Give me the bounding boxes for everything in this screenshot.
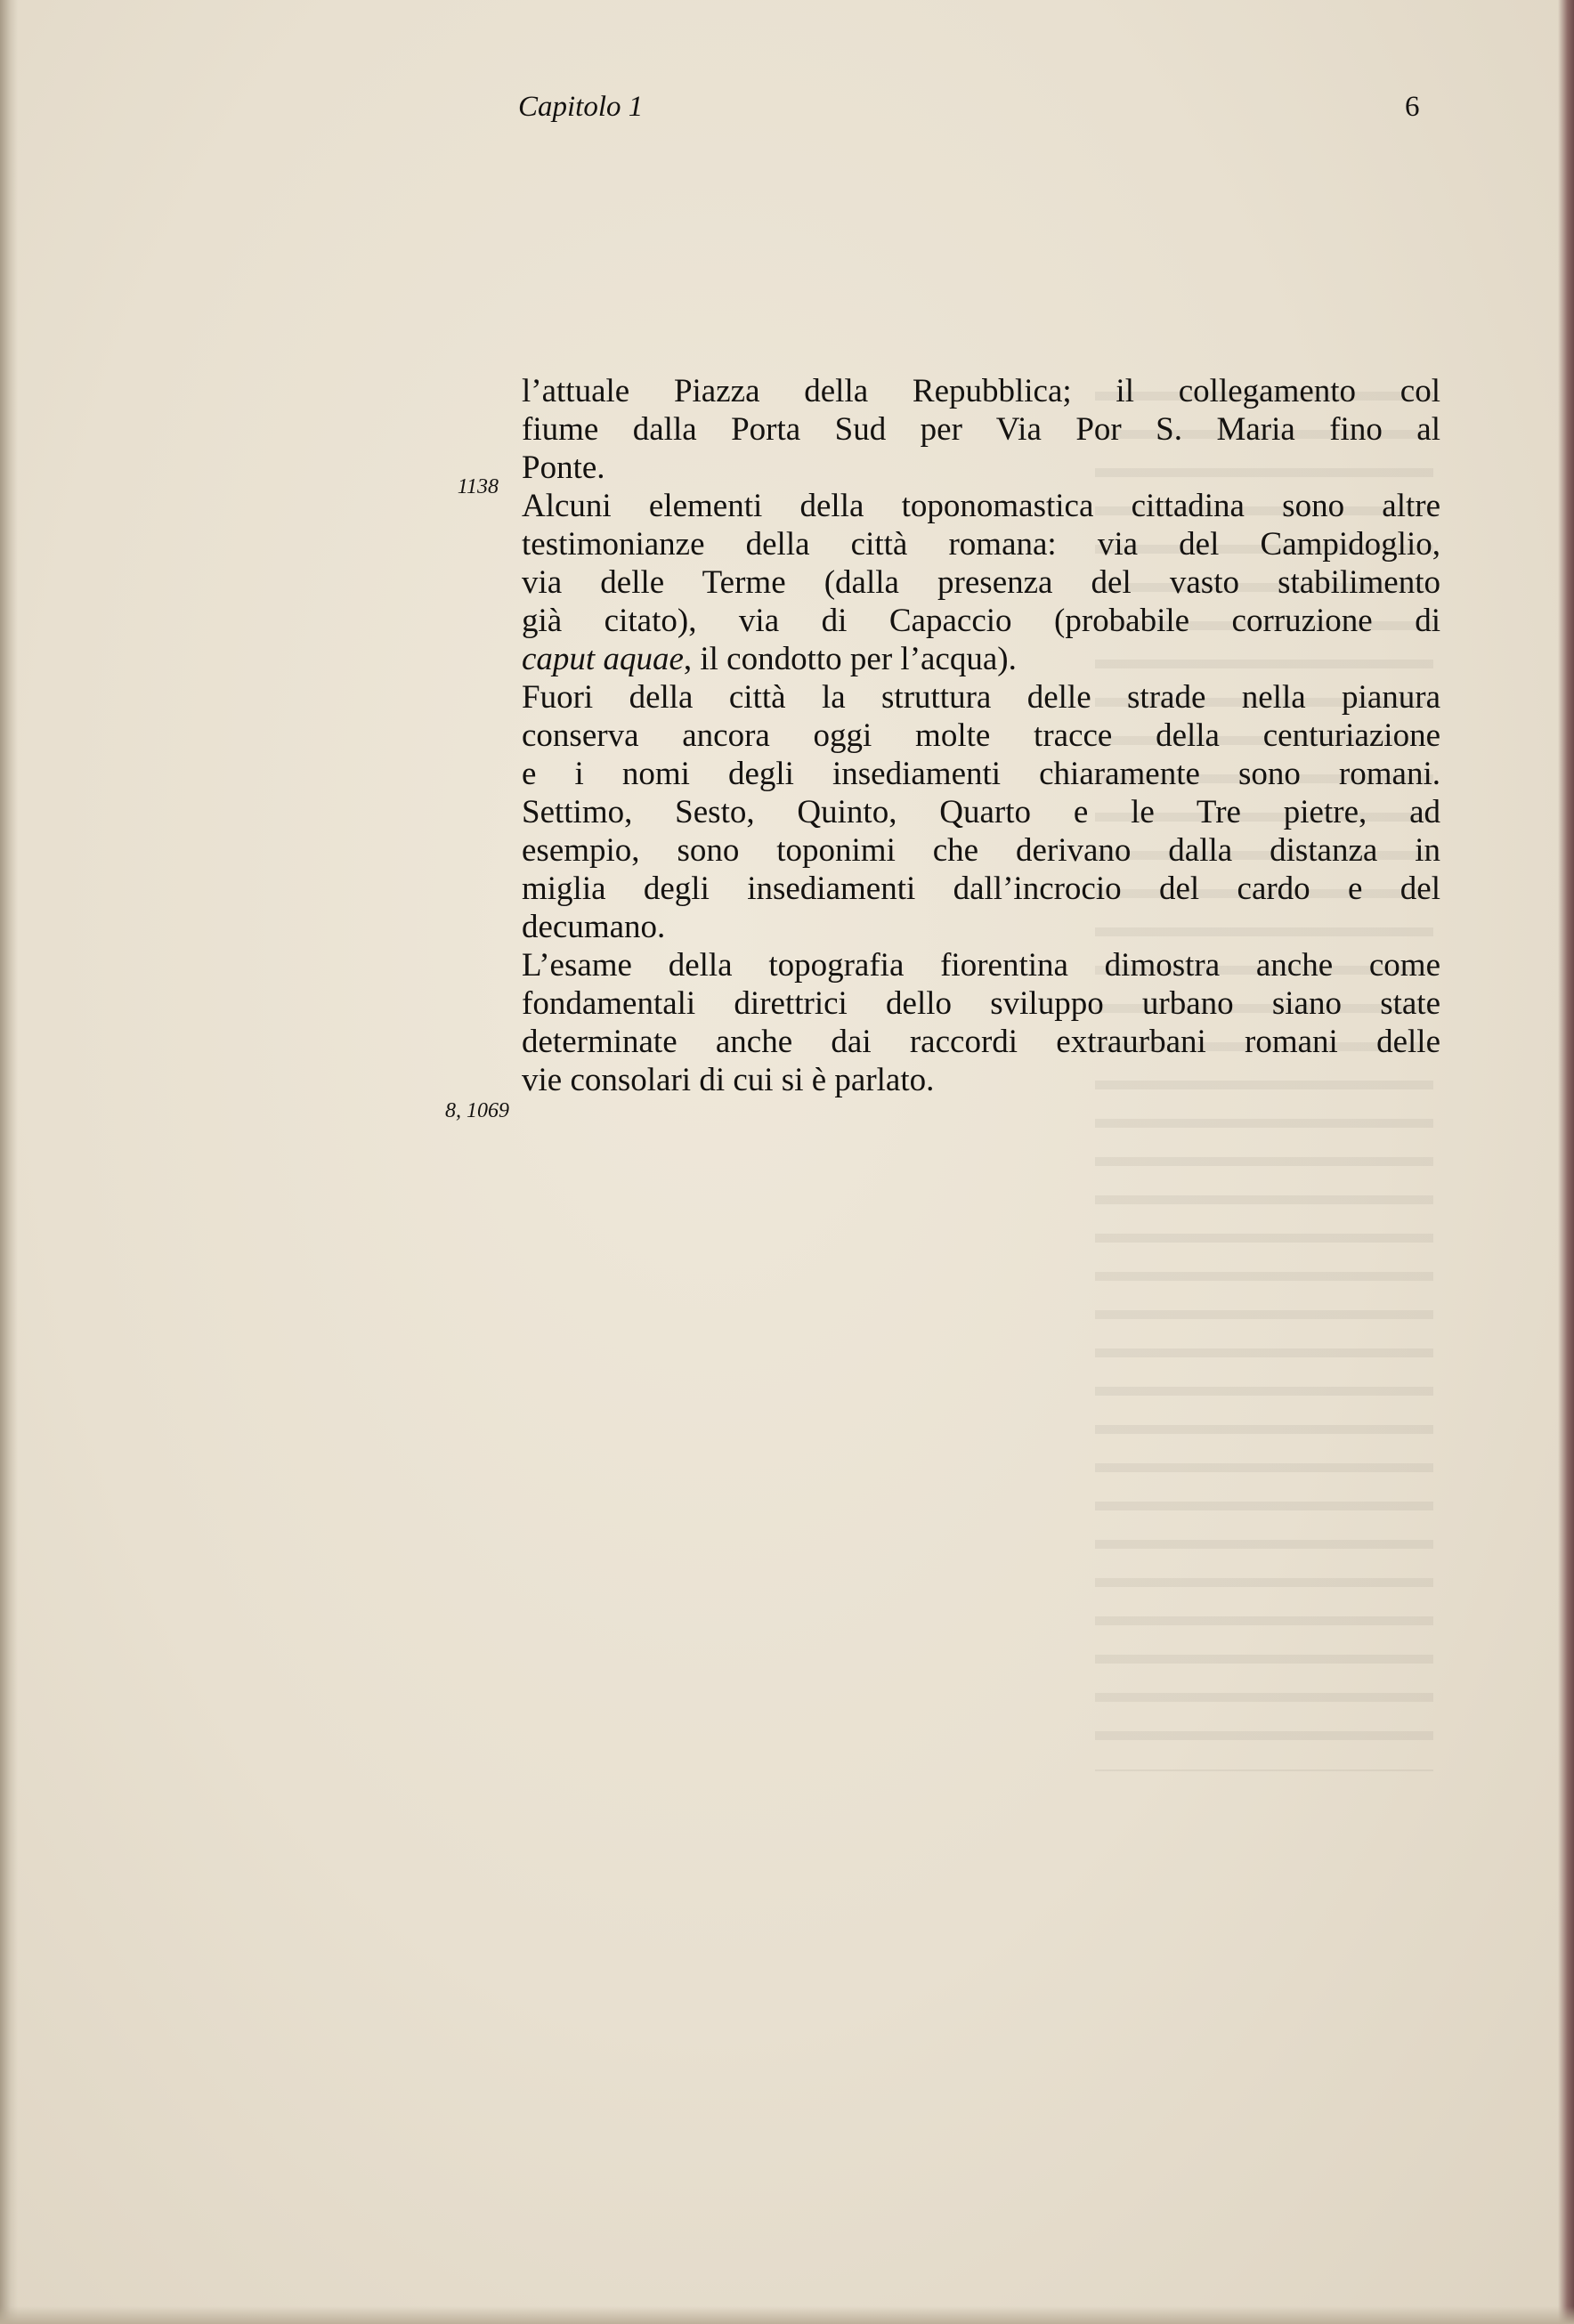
text-line: già citato), via di Capaccio (probabile corruzione di <box>522 603 1440 639</box>
body-text <box>522 372 1440 1099</box>
text-line: conserva ancora oggi molte tracce della centuriazione <box>522 717 1440 754</box>
text-line: fondamentali direttrici dello sviluppo urbano siano state <box>522 985 1440 1022</box>
text-line: Settimo, Sesto, Quinto, Quarto e le Tre pietre, ad <box>522 794 1440 830</box>
margin-reference: 8, 1069 <box>445 1099 509 1122</box>
text-line: l’attuale Piazza della Repubblica; il collegamento col <box>522 373 1440 409</box>
text-line: decumano. <box>522 909 666 945</box>
text-line: via delle Terme (dalla presenza del vasto stabilimento <box>522 564 1440 601</box>
running-head: Capitolo 1 <box>518 91 644 123</box>
text-line: Alcuni elementi della toponomastica cittadina sono altre <box>522 488 1440 524</box>
page-bottom-edge <box>0 2306 1574 2324</box>
text-line: L’esame della topografia fiorentina dimostra anche come <box>522 947 1440 984</box>
page-gutter-edge <box>0 0 18 2324</box>
page-right-edge <box>1558 0 1574 2324</box>
italic-term: caput aquae <box>522 641 684 677</box>
text-line: miglia degli insediamenti dall’incrocio del cardo e del <box>522 870 1440 907</box>
text-line: fiume dalla Porta Sud per Via Por S. Maria fino al <box>522 411 1440 448</box>
margin-reference: 1138 <box>457 475 499 498</box>
text-line: Ponte. <box>522 449 605 486</box>
text-line: esempio, sono toponimi che derivano dalla distanza in <box>522 832 1440 869</box>
text-line: e i nomi degli insediamenti chiaramente sono romani. <box>522 756 1440 792</box>
page-number: 6 <box>1405 91 1420 123</box>
text-line: testimonianze della città romana: via del Campidoglio, <box>522 526 1440 563</box>
text-line: vie consolari di cui si è parlato. <box>522 1062 935 1098</box>
text-line: Fuori della città la struttura delle strade nella pianura <box>522 679 1440 716</box>
text-line: caput aquae, il condotto per l’acqua). <box>522 641 1017 677</box>
text-line: determinate anche dai raccordi extraurbani romani delle <box>522 1024 1440 1060</box>
